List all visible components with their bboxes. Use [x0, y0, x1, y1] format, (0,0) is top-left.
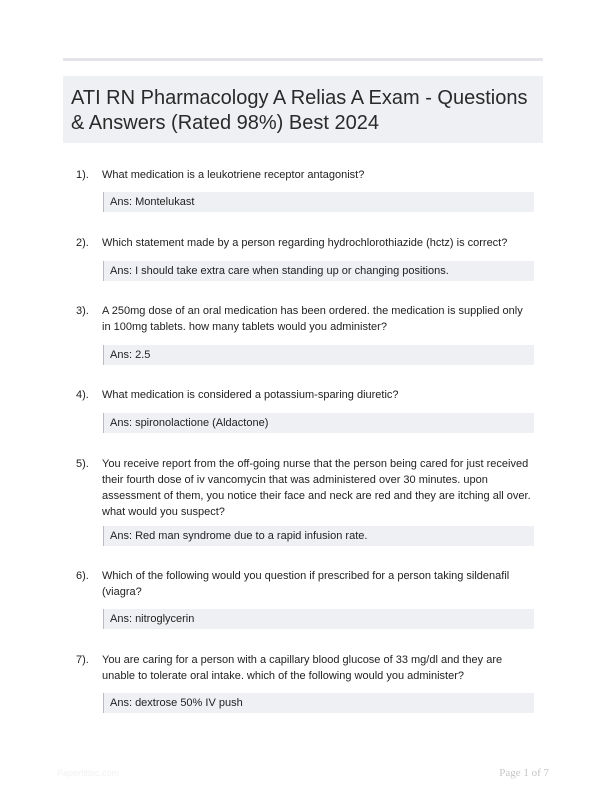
question-text: A 250mg dose of an oral medication has been ordered. the medication is supplied only in 100mg tablets. how many tablets would you administer? — [102, 305, 523, 333]
answer-box: Ans: 2.5 — [103, 345, 534, 365]
document-title: ATI RN Pharmacology A Relias A Exam - Questions & Answers (Rated 98%) Best 2024 — [71, 87, 528, 134]
question-text: Which of the following would you question if prescribed for a person taking sildenafil (viagra? — [102, 570, 510, 598]
answer-box: Ans: I should take extra care when standing up or changing positions. — [103, 261, 534, 281]
answer-box: Ans: Montelukast — [103, 192, 534, 212]
answer-box: Ans: nitroglycerin — [103, 609, 534, 629]
footer-watermark: Papertitbic.com — [57, 768, 120, 778]
question-number: 2). — [76, 237, 89, 249]
question-text: You are caring for a person with a capillary blood glucose of 33 mg/dl and they are unable to tolerate oral intake. which of the following would you administer? — [102, 654, 503, 682]
question-number: 3). — [76, 305, 89, 317]
question-number: 4). — [76, 389, 89, 401]
question-number: 6). — [76, 570, 89, 582]
answer-box: Ans: dextrose 50% IV push — [103, 693, 534, 713]
question-text: Which statement made by a person regarding hydrochlorothiazide (hctz) is correct? — [102, 237, 508, 249]
question-number: 7). — [76, 654, 89, 666]
page-number: Page 1 of 7 — [499, 767, 549, 779]
question-text: What medication is a leukotriene receptor antagonist? — [102, 169, 365, 181]
answer-box: Ans: Red man syndrome due to a rapid infusion rate. — [103, 526, 534, 546]
question-number: 1). — [76, 169, 89, 181]
question-text: You receive report from the off-going nurse that the person being cared for just received their fourth dose of iv vancomycin that was administered over 30 minutes. upon assessment of them, you notice their face and neck are red and they are itching all over. what would you suspect? — [102, 458, 531, 518]
question-number: 5). — [76, 458, 89, 470]
question-text: What medication is considered a potassium-sparing diuretic? — [102, 389, 399, 401]
answer-box: Ans: spironolactione (Aldactone) — [103, 413, 534, 433]
